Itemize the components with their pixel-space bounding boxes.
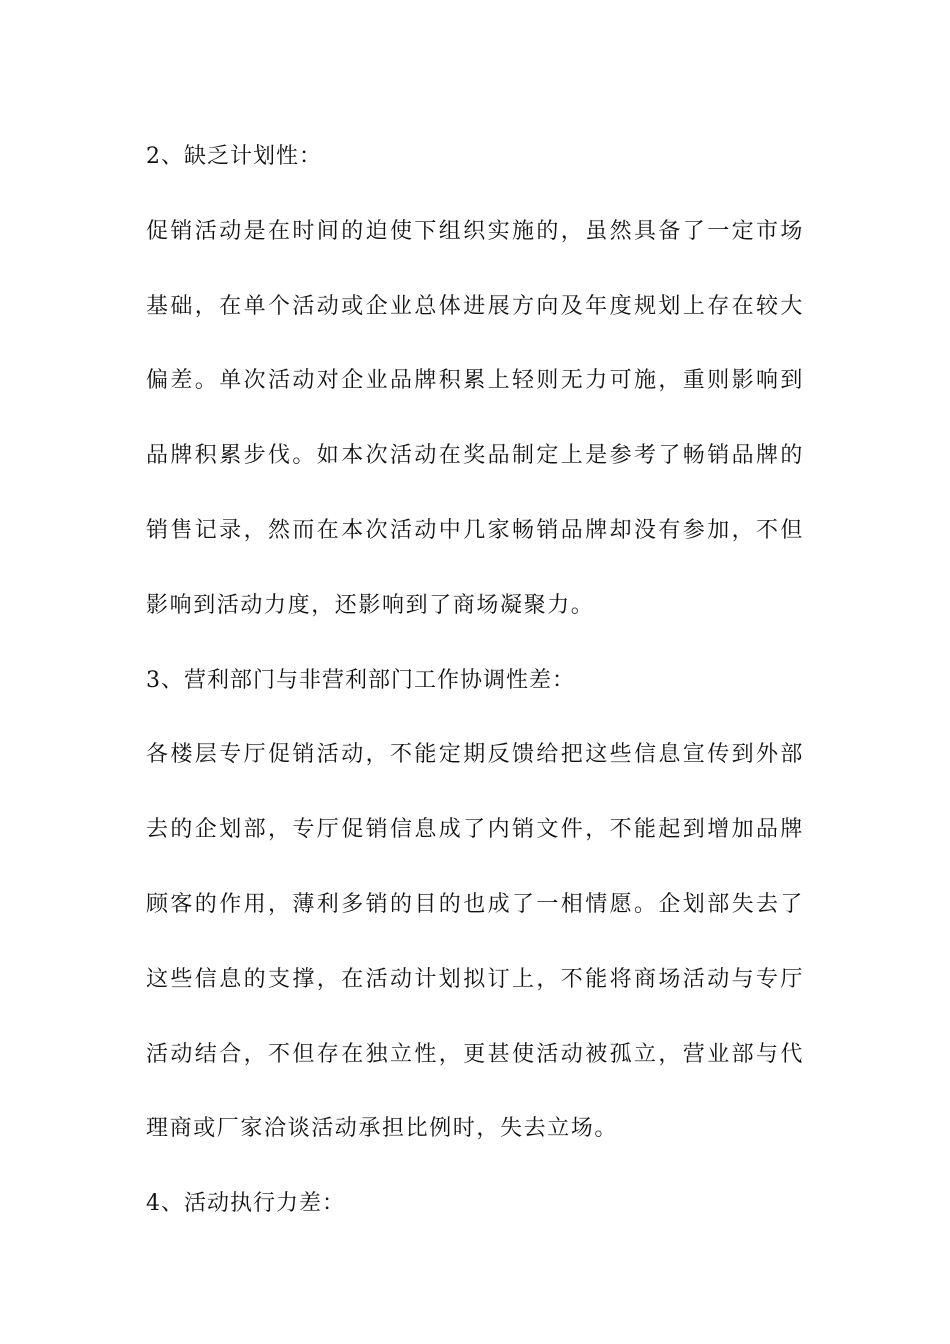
section-heading-4: 4、活动执行力差：	[146, 1191, 345, 1217]
document-body	[146, 120, 804, 1242]
section-heading-2: 2、缺乏计划性：	[146, 144, 322, 169]
section-paragraph-2: 促销活动是在时间的迫使下组织实施的，虽然具备了一定市场基础，在单个活动或企业总体进展方向及年度规划上存在较大偏差。单次活动对企业品牌积累上轻则无力可施，重则影响到品牌积累步伐。如本次活动在奖品制定上是参考了畅销品牌的销售记录，然而在本次活动中几家畅销品牌却没有参加，不但影响到活动力度，还影响到了商场凝聚力。	[146, 218, 804, 618]
section-heading-3: 3、营利部门与非营利部门工作协调性差：	[146, 667, 575, 693]
section-paragraph-3: 各楼层专厅促销活动，不能定期反馈给把这些信息宣传到外部去的企划部，专厅促销信息成了内销文件，不能起到增加品牌顾客的作用，薄利多销的目的也成了一相情愿。企划部失去了这些信息的支撑，在活动计划拟订上，不能将商场活动与专厅活动结合，不但存在独立性，更甚使活动被孤立，营业部与代理商或厂家洽谈活动承担比例时，失去立场。	[146, 742, 804, 1142]
